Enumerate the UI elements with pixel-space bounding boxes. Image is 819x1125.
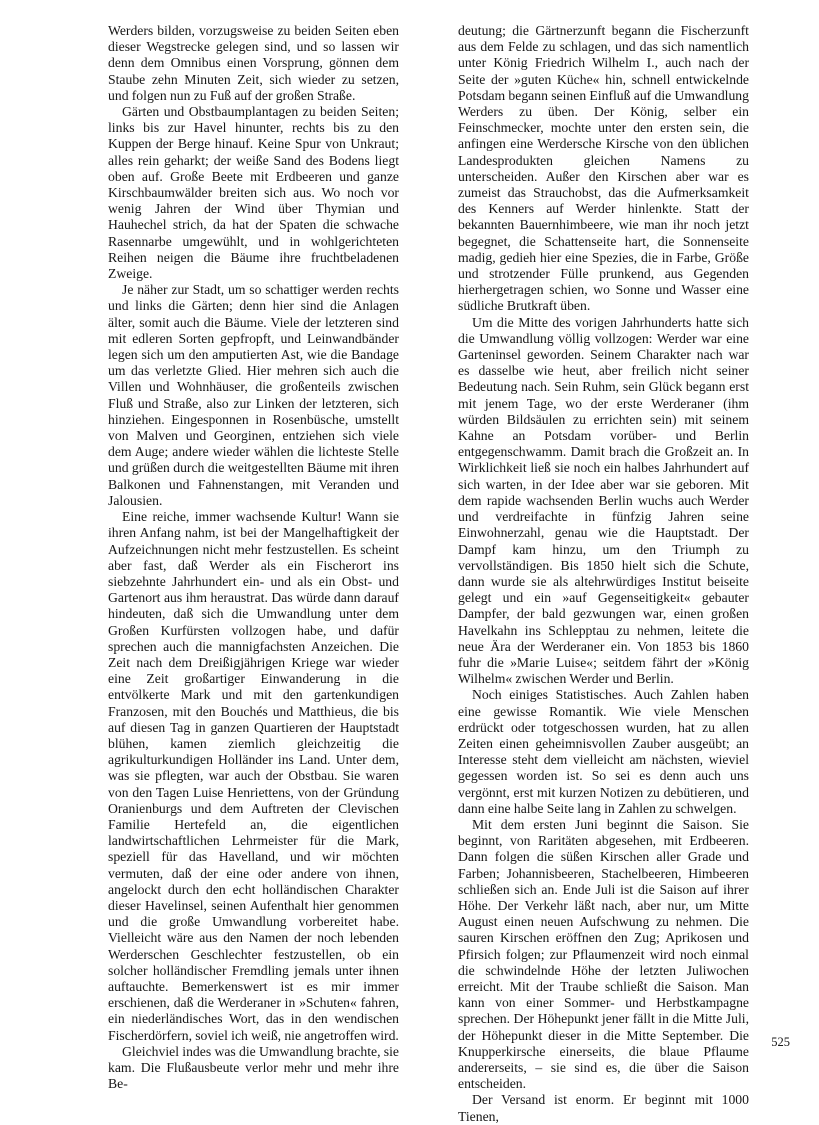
page-number: 525 — [771, 1035, 790, 1049]
paragraph: Gärten und Obstbaumplantagen zu beiden Seiten; links bis zur Havel hinunter, rechts bis zu den Kuppen der Berge hinauf. Keine Spur von Unkraut; alles rein geharkt; der weiße Sand des Bodens liegt oben auf. Große Beete mit Erdbeeren und ganze Kirschbaumwälder breiten sich aus. Wo noch vor wenig Jahren der Wind über Thymian und Hauhechel strich, da hat der Spaten die schwache Rasennarbe umgewühlt, und in wohlgerichteten Reihen neigen die Bäume ihre fruchtbeladenen Zweige. — [108, 104, 399, 282]
paragraph: Eine reiche, immer wachsende Kultur! Wann sie ihren Anfang nahm, ist bei der Mangelhaftigkeit der Aufzeichnungen nicht mehr festzustellen. Es scheint aber fast, daß Werder als ein Fischerort ins siebzehnte Jahrhundert ein- und als ein Obst- und Gartenort aus ihm heraustrat. Das würde dann darauf hindeuten, daß sich die Umwandlung unter dem Großen Kurfürsten vollzogen habe, und dafür sprechen auch die mannigfachsten Anzeichen. Die Zeit nach dem Dreißigjährigen Kriege war wieder eine Zeit großartiger Einwanderung in die entvölkerte Mark und mit den gartenkundigen Franzosen, mit den Bouchés und Matthieus, die bis auf diesen Tag in ganzen Quartieren der Hauptstadt blühen, kamen ziemlich gleichzeitig die agrikulturkundigen Holländer ins Land. Unter dem, was sie pflegten, war auch der Obstbau. Sie waren von den Tagen Luise Henriettens, von der Gründung Oranienburgs und dem Auftreten der Clevischen Familie Hertefeld an, die eigentlichen landwirtschaftlichen Lehrmeister für die Mark, speziell für das Havelland, und wir möchten vermuten, daß der eine oder andere von ihnen, angelockt durch den echt holländischen Charakter dieser Havelinsel, seinen Aufenthalt hier genommen und die große Umwandlung vorbereitet habe. Vielleicht wäre aus den Namen der noch lebenden Werderschen Geschlechter festzustellen, ob ein solcher holländischer Fremdling jemals unter ihnen auftauchte. Bemerkenswert ist es mir immer erschienen, daß die Werderaner in »Schuten« fahren, ein niederländisches Wort, das in den wendischen Fischerdörfern, soviel ich weiß, nie angetroffen wird. — [108, 509, 399, 1043]
paragraph: Noch einiges Statistisches. Auch Zahlen haben eine gewisse Romantik. Wie viele Menschen erdrückt oder totgeschossen wurden, hat zu allen Zeiten einen geheimnisvollen Zauber ausgeübt; an Interesse steht dem vielleicht am nächsten, wieviel gegessen worden ist. So sei es denn auch uns vergönnt, erst mit kurzen Notizen zu debütieren, und dann eine halbe Seite lang in Zahlen zu schwelgen. — [458, 687, 749, 816]
paragraph: Werders bilden, vorzugsweise zu beiden Seiten eben dieser Wegstrecke gelegen sind, und so lassen wir denn dem Omnibus einen Vorsprung, gönnen dem Staube zehn Minuten Zeit, sich wieder zu setzen, und folgen nun zu Fuß auf der großen Straße. — [108, 23, 399, 103]
paragraph: Je näher zur Stadt, um so schattiger werden rechts und links die Gärten; denn hier sind die Anlagen älter, somit auch die Bäume. Viele der letzteren sind mit edleren Sorten gepfropft, und Leinwandbänder legen sich um den amputierten Ast, wie die Bandage um das verletzte Glied. Hier mehren sich auch die Villen und Wohnhäuser, die großenteils zwischen Fluß und Straße, also zur Linken der letzteren, sich hinziehen. Eingesponnen in Rosenbüsche, umstellt von Malven und Georginen, entziehen sich viele dem Auge; andere wieder wählen die lichteste Stelle und grüßen durch die weitgestellten Bäume mit ihren Balkonen und Fahnenstangen, mit Veranden und Jalousien. — [108, 282, 399, 508]
paragraph: deutung; die Gärtnerzunft begann die Fischerzunft aus dem Felde zu schlagen, und das sich namentlich unter König Friedrich Wilhelm I., auch nach der Seite der »guten Küche« hin, schnell entwickelnde Potsdam begann seinen Einfluß auf die Umwandlung Werders zu üben. Der König, selber ein Feinschmecker, mochte unter den ersten sein, die anfingen eine Werdersche Kirsche von den üblichen Landesprodukten gleichen Namens zu unterscheiden. Außer den Kirschen aber war es zumeist das Strauchobst, das die Aufmerksamkeit des Kenners auf Werder hinlenkte. Statt der bekannten Bauernhimbeere, wie man ihr noch jetzt begegnet, die Schattenseite hart, die Sonnenseite madig, gedieh hier eine Spezies, die in Farbe, Größe und strotzender Fülle prunkend, aus Gegenden hierhergetragen schien, wo Sonne und Wasser eine südliche Brutkraft üben. — [458, 23, 749, 314]
paragraph: Gleichviel indes was die Umwandlung brachte, sie kam. Die Flußausbeute verlor mehr und mehr ihre Be- — [108, 1043, 399, 1092]
text-column-left — [108, 23, 399, 1125]
paragraph: Um die Mitte des vorigen Jahrhunderts hatte sich die Umwandlung völlig vollzogen: Werder war eine Garteninsel geworden. Seinem Charakter nach war es dasselbe wie heut, aber freilich nicht seiner Bedeutung nach. Sein Ruhm, sein Glück begann erst mit jenem Tage, wo der erste Werderaner (ihm würden Bildsäulen zu errichten sein) mit seinem Kahne an Potsdam vorüber- und Berlin entgegenschwamm. Damit brach die Großzeit an. In Wirklichkeit ließ sie noch ein halbes Jahrhundert auf sich warten, in der Idee aber war sie geboren. Mit dem rapide wachsenden Berlin wuchs auch Werder und verdreifachte in fünfzig Jahren seine Einwohnerzahl, genau wie die Hauptstadt. Der Dampf kam hinzu, um den Triumph zu vervollständigen. Bis 1850 hielt sich die Schute, dann wurde sie als altehrwürdiges Institut beiseite gelegt und ein »auf Gegenseitigkeit« gebauter Dampfer, der bald gezwungen war, einen großen Havelkahn ins Schlepptau zu nehmen, leitete die neue Ära der Werderaner ein. Von 1853 bis 1860 fuhr die »Marie Luise«; seitdem fährt der »König Wilhelm« zwischen Werder und Berlin. — [458, 314, 749, 687]
paragraph: Mit dem ersten Juni beginnt die Saison. Sie beginnt, von Raritäten abgesehen, mit Erdbeeren. Dann folgen die süßen Kirschen aller Grade und Farben; Johannisbeeren, Stachelbeeren, Himbeeren schließen sich an. Ende Juli ist die Saison auf ihrer Höhe. Der Verkehr läßt nach, aber nur, um Mitte August einen neuen Aufschwung zu nehmen. Die sauren Kirschen eröffnen den Zug; Aprikosen und Pfirsich folgen; zur Pflaumenzeit wird noch einmal die schwindelnde Höhe der letzten Juliwochen erreicht. Mit der Traube schließt die Saison. Man kann von einer Sommer- und Herbstkampagne sprechen. Der Höhepunkt jener fällt in die Mitte Juli, der Höhepunkt dieser in die Mitte September. Die Knupperkirsche einerseits, die blaue Pflaume andererseits, – sie sind es, die über die Saison entscheiden. — [458, 816, 749, 1092]
paragraph: Der Versand ist enorm. Er beginnt mit 1000 Tienen, — [458, 1092, 749, 1124]
text-column-right — [458, 23, 749, 1125]
text-columns — [108, 23, 748, 1125]
